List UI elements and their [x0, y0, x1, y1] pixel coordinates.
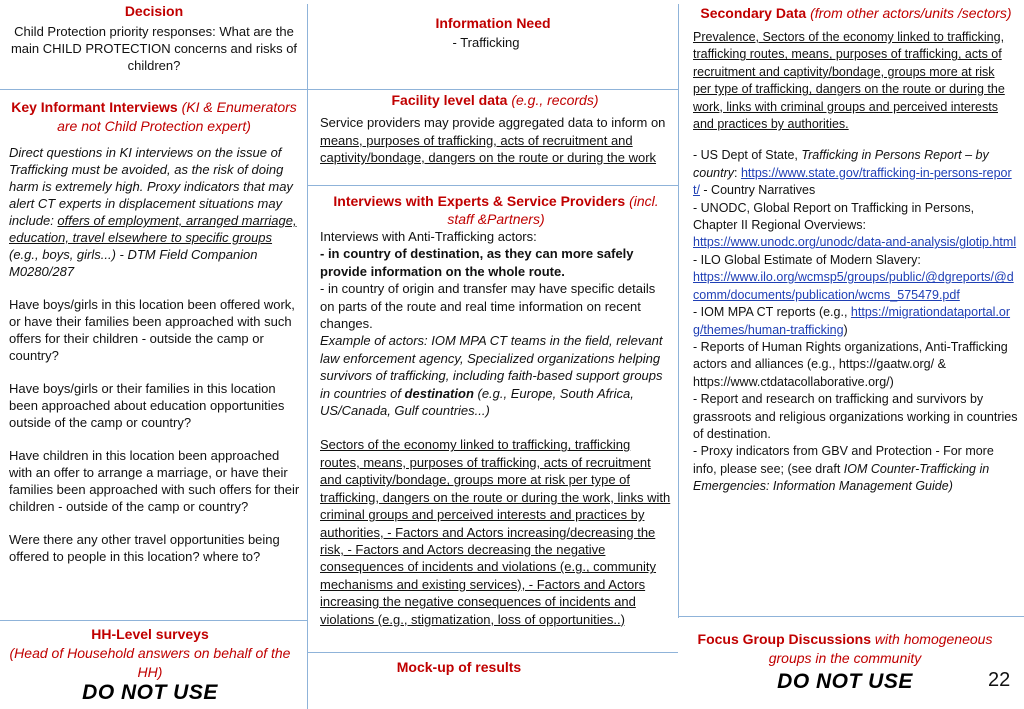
page-number: 22: [988, 669, 1011, 691]
experts-title-main: Interviews with Experts & Service Providers: [333, 193, 626, 209]
info-need-title: Information Need: [435, 15, 551, 31]
divider-info-need: [307, 89, 678, 90]
divider-decision: [0, 89, 307, 90]
ki-caution: Direct questions in KI interviews on the issue of Trafficking must be avoided, as the risk of doing harm is extremely high. Proxy indicators that may alert CT experts in displacement situations may include: offers of employment, arranged marriage, education, travel elsewhere to specific groups (e.g., boys, girls...) - DTM Field Companion M0280/287: [9, 145, 297, 279]
fgd-title-italic: with homogeneous groups in the community: [768, 631, 993, 666]
mockup-title: Mock-up of results: [396, 659, 522, 675]
iom-link[interactable]: https://migrationdataportal.org/themes/human-trafficking: [693, 305, 1011, 337]
fgd-box: [690, 630, 1000, 694]
hh-do-not-use: DO NOT USE: [82, 681, 218, 704]
mockup-box: [310, 658, 608, 677]
secondary-title-main: Secondary Data: [700, 5, 807, 21]
unodc-link[interactable]: https://www.unodc.org/unodc/data-and-analysis/glotip.html: [693, 235, 1017, 250]
experts-line-examples: Example of actors: IOM MPA CT teams in the field, relevant law enforcement agency, Specialized organizations helping survivors of trafficking, including faith-based support groups in countries of destination (e.g., Europe, South Africa, US/Canada, Gulf countries...): [320, 333, 663, 419]
experts-title-italic: (incl. staff &Partners): [447, 193, 659, 227]
fgd-title-main: Focus Group Discussions: [697, 631, 872, 647]
fgd-title: [690, 630, 1000, 668]
experts-box: [320, 192, 672, 628]
ki-question-marriage: Have children in this location been approached with an offer to arrange a marriage, or have their families been approached with such offers for their children - outside of the camp or country?: [9, 448, 300, 514]
hh-box: [4, 625, 296, 705]
ki-body: [4, 144, 304, 565]
divider-facility: [307, 185, 678, 186]
ki-box: [4, 98, 304, 565]
ki-question-work: Have boys/girls in this location been offered work, or have their families been approached with such offers for their children - outside the camp or country?: [9, 297, 295, 363]
experts-body: [320, 228, 672, 628]
source-us-state: - US Dept of State, Trafficking in Persons Report – by country: https://www.state.gov/trafficking-in-persons-report/ - Country Narratives: [693, 148, 1012, 198]
source-iom: - IOM MPA CT reports (e.g., https://migrationdataportal.org/themes/human-trafficking): [693, 305, 1011, 337]
experts-line-origin: - in country of origin and transfer may have specific details on parts of the route and real time information on recent changes.: [320, 281, 656, 332]
ki-question-education: Have boys/girls or their families in this location been approached about education opportunities outside of the camp or country?: [9, 381, 285, 430]
decision-box: [4, 2, 304, 74]
facility-title-main: Facility level data: [391, 92, 508, 108]
ki-title-italic: (KI & Enumerators are not Child Protection expert): [57, 99, 297, 134]
source-unodc: - UNODC, Global Report on Trafficking in Persons, Chapter II Regional Overviews: https://www.unodc.org/unodc/data-and-analysis/glotip.html: [693, 200, 1018, 252]
experts-sectors: Sectors of the economy linked to trafficking, trafficking routes, means, purposes of trafficking, acts of recruitment and captivity/bondage, groups more at risk per type of trafficking, dangers on the route or during the work, links with criminal groups and perceived interests and practices by authorities, - Factors and Actors increasing/decreasing the risk, - Factors and Actors decreasing the negative consequences of incidents and violations (e.g., community mechanisms and existing services), - Factors and Actors increasing the negative consequences of incidents and violations (e.g., stigmatization, loss of opportunities..): [320, 437, 671, 627]
info-need-item: - Trafficking: [452, 35, 520, 50]
hh-subtitle: (Head of Household answers on behalf of the HH): [9, 645, 291, 680]
secondary-intro: Prevalence, Sectors of the economy linked to trafficking, trafficking routes, means, purposes of trafficking, acts of recruitment and captivity/bondage, groups more at risk per type of trafficking, dangers on the route or during the work, links with criminal groups and perceived interests and practices by authorities.: [693, 30, 1005, 132]
divider-hh: [0, 620, 307, 621]
experts-line-destination: - in country of destination, as they can more safely provide information on the whole route.: [320, 246, 634, 279]
decision-title: Decision: [124, 3, 184, 19]
secondary-title-italic: (from other actors/units /sectors): [810, 5, 1012, 21]
experts-line-intro: Interviews with Anti-Trafficking actors:: [320, 229, 537, 244]
secondary-title: [688, 4, 1024, 23]
source-proxy: - Proxy indicators from GBV and Protection - For more info, please see; (see draft IOM Counter-Trafficking in Emergencies: Information Management Guide): [693, 444, 994, 494]
ki-title: [4, 98, 304, 136]
facility-title: [320, 91, 670, 110]
facility-title-italic: (e.g., records): [511, 92, 599, 108]
ki-question-travel: Were there any other travel opportunities being offered to people in this location? where to?: [9, 532, 280, 564]
facility-box: [320, 91, 670, 167]
ki-title-main: Key Informant Interviews: [11, 99, 178, 115]
source-human-rights: - Reports of Human Rights organizations, Anti-Trafficking actors and alliances (e.g., https://gaatw.org/ & https://www.ctdatacollaborative.org/): [693, 339, 1008, 389]
source-ilo: - ILO Global Estimate of Modern Slavery: https://www.ilo.org/wcmsp5/groups/public/@dgreports/@dcomm/documents/publication/wcms_575479.pdf: [693, 252, 1018, 304]
divider-left: [307, 4, 308, 709]
info-need-box: [312, 14, 674, 51]
decision-text: Child Protection priority responses: What are the main CHILD PROTECTION concerns and risks of children?: [10, 24, 298, 73]
secondary-sources: [688, 147, 1024, 495]
ilo-link[interactable]: https://www.ilo.org/wcmsp5/groups/public/@dgreports/@dcomm/documents/publication/wcms_575479.pdf: [693, 270, 1014, 302]
secondary-data-box: [688, 4, 1024, 496]
us-state-link[interactable]: https://www.state.gov/trafficking-in-persons-report/: [693, 165, 1012, 198]
experts-title: [320, 192, 672, 228]
divider-mockup: [307, 652, 678, 653]
facility-text: Service providers may provide aggregated data to inform on means, purposes of trafficking, acts of recruitment and captivity/bondage, dangers on the route or during the work: [320, 115, 666, 165]
source-research: - Report and research on trafficking and survivors by grassroots and religious organizations working in countries of destination.: [693, 392, 1018, 441]
divider-right: [678, 4, 679, 618]
fgd-do-not-use: DO NOT USE: [777, 670, 913, 693]
hh-title: HH-Level surveys: [91, 626, 209, 642]
divider-fgd: [678, 616, 1024, 617]
